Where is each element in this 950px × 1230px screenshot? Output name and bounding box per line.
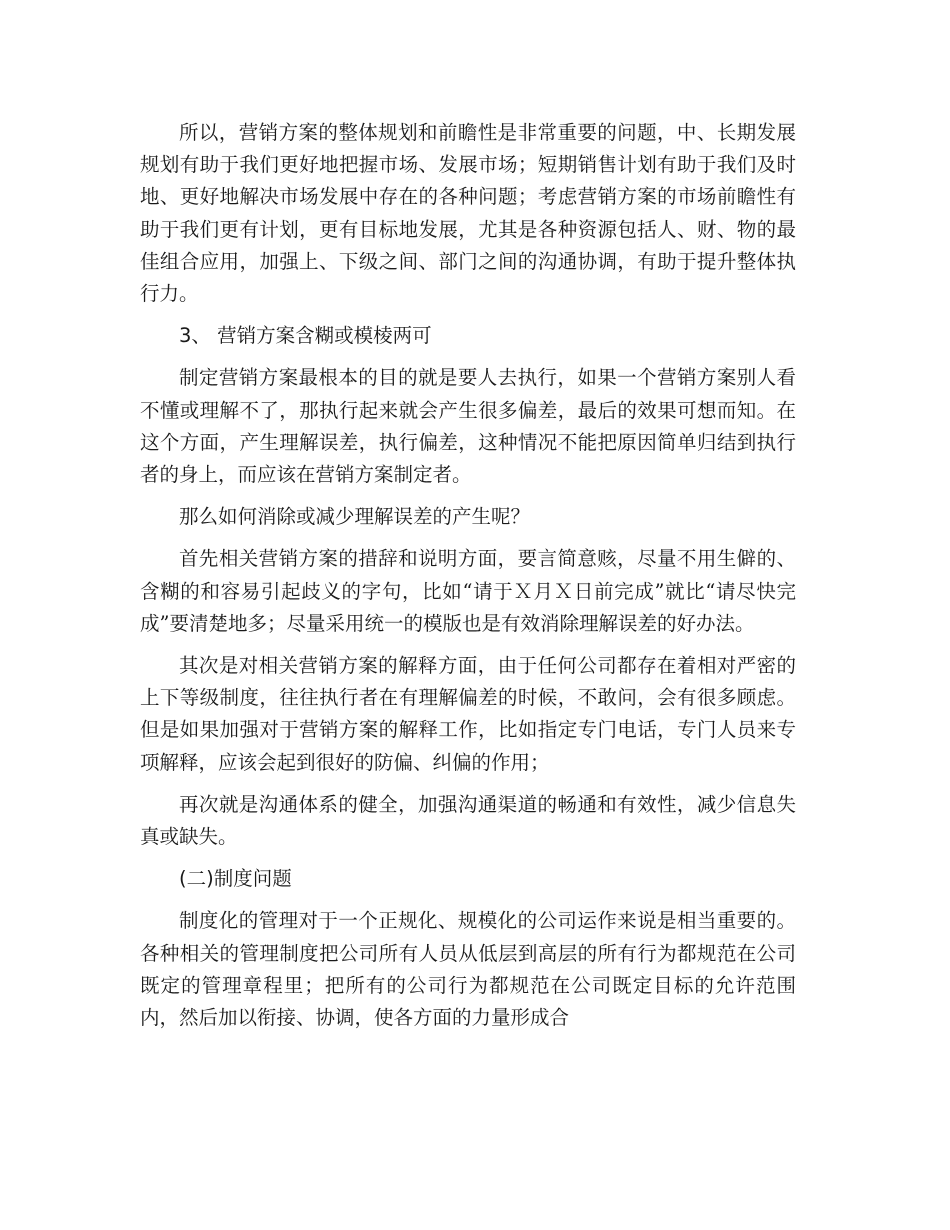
- paragraph-question: 那么如何消除或减少理解误差的产生呢？: [179, 505, 531, 529]
- paragraph-explanation: 其次是对相关营销方案的解释方面，由于任何公司都存在着相对严密的上下等级制度，往往执行者在有理解偏差的时候，不敢问，会有很多顾虑。但是如果加强对于营销方案的解释工作，比如指定专门电话，专门人员来专项解释，应该会起到很好的防偏、纠偏的作用；: [140, 654, 796, 774]
- heading-system-issues: (二)制度问题: [179, 867, 292, 891]
- paragraph-communication: 再次就是沟通体系的健全，加强沟通渠道的畅通和有效性，减少信息失真或缺失。: [140, 792, 796, 849]
- document-page: [140, 117, 796, 1044]
- paragraph-institutional-management: 制度化的管理对于一个正规化、规模化的公司运作来说是相当重要的。各种相关的管理制度把公司所有人员从低层到高层的所有行为都规范在公司既定的管理章程里；把所有的公司行为都规范在公司既定目标的允许范围内，然后加以衔接、协调，使各方面的力量形成合: [140, 909, 796, 1030]
- heading-vague-plan: 3、 营销方案含糊或模棱两可: [179, 324, 432, 348]
- paragraph-wording: 首先相关营销方案的措辞和说明方面，要言简意赅，尽量不用生僻的、含糊的和容易引起歧义的字句，比如“请于Ｘ月Ｘ日前完成”就比“请尽快完成”要清楚地多；尽量采用统一的模版也是有效消除理解误差的好办法。: [140, 547, 796, 635]
- paragraph-planning-conclusion: 所以，营销方案的整体规划和前瞻性是非常重要的问题，中、长期发展规划有助于我们更好地把握市场、发展市场；短期销售计划有助于我们及时地、更好地解决市场发展中存在的各种问题；考虑营销方案的市场前瞻性有助于我们更有计划，更有目标地发展，尤其是各种资源包括人、财、物的最佳组合应用，加强上、下级之间、部门之间的沟通协调，有助于提升整体执行力。: [140, 121, 796, 306]
- paragraph-plan-execution: 制定营销方案最根本的目的就是要人去执行，如果一个营销方案别人看不懂或理解不了，那执行起来就会产生很多偏差，最后的效果可想而知。在这个方面，产生理解误差，执行偏差，这种情况不能把原因简单归结到执行者的身上，而应该在营销方案制定者。: [140, 366, 796, 487]
